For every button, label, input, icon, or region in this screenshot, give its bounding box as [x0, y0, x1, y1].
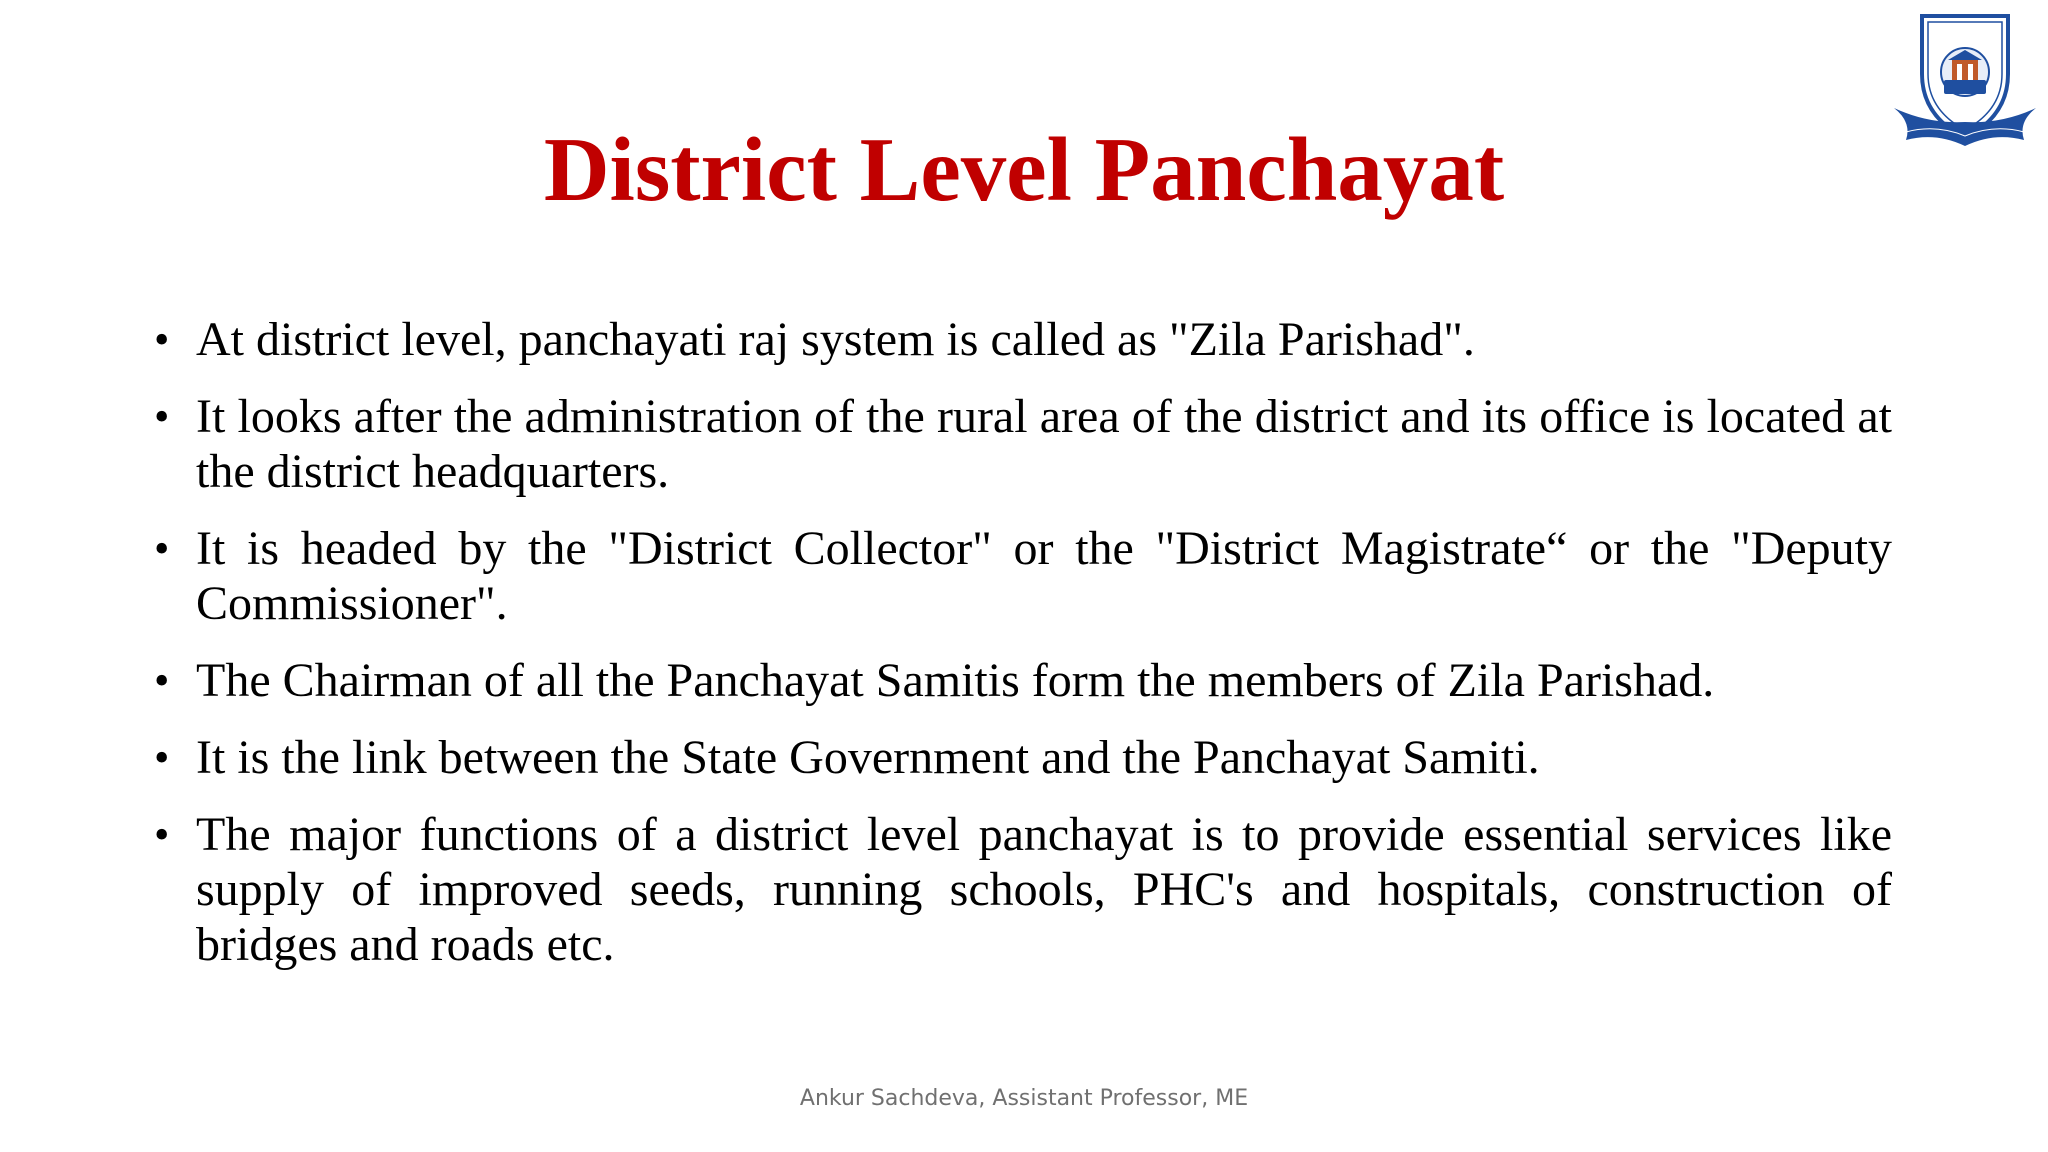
- bullet-dot: •: [154, 524, 170, 573]
- bullet-dot: •: [154, 315, 170, 364]
- bullet-list: [152, 312, 1892, 994]
- bullet-item: [152, 389, 1892, 499]
- slide-footer: Ankur Sachdeva, Assistant Professor, ME: [799, 1086, 1249, 1111]
- bullet-item: [152, 312, 1892, 367]
- slide-title: District Level Panchayat: [543, 119, 1505, 220]
- bullet-dot: •: [154, 733, 170, 782]
- bullet-item: [152, 521, 1892, 631]
- bullet-text: It is the link between the State Government and the Panchayat Samiti.: [196, 731, 1540, 784]
- bullet-text: At district level, panchayati raj system is called as "Zila Parishad".: [196, 313, 1475, 366]
- bullet-text: The major functions of a district level panchayat is to provide essential services like supply of improved seeds, running schools, PHC's and hospitals, construction of bridges and roads etc.: [196, 808, 1892, 971]
- bullet-item: [152, 807, 1892, 972]
- bullet-dot: •: [154, 656, 170, 705]
- kiet-logo-svg: [1892, 12, 2038, 148]
- kiet-logo-icon: [1892, 12, 2038, 148]
- bullet-item: [152, 653, 1892, 708]
- bullet-dot: •: [154, 810, 170, 859]
- bullet-dot: •: [154, 392, 170, 441]
- bullet-text: It looks after the administration of the rural area of the district and its office is located at the district headquarters.: [196, 390, 1892, 498]
- bullet-text: It is headed by the "District Collector" or the "District Magistrate“ or the "Deputy Commissioner".: [196, 522, 1892, 630]
- bullet-text: The Chairman of all the Panchayat Samitis form the members of Zila Parishad.: [196, 654, 1715, 707]
- bullet-item: [152, 730, 1892, 785]
